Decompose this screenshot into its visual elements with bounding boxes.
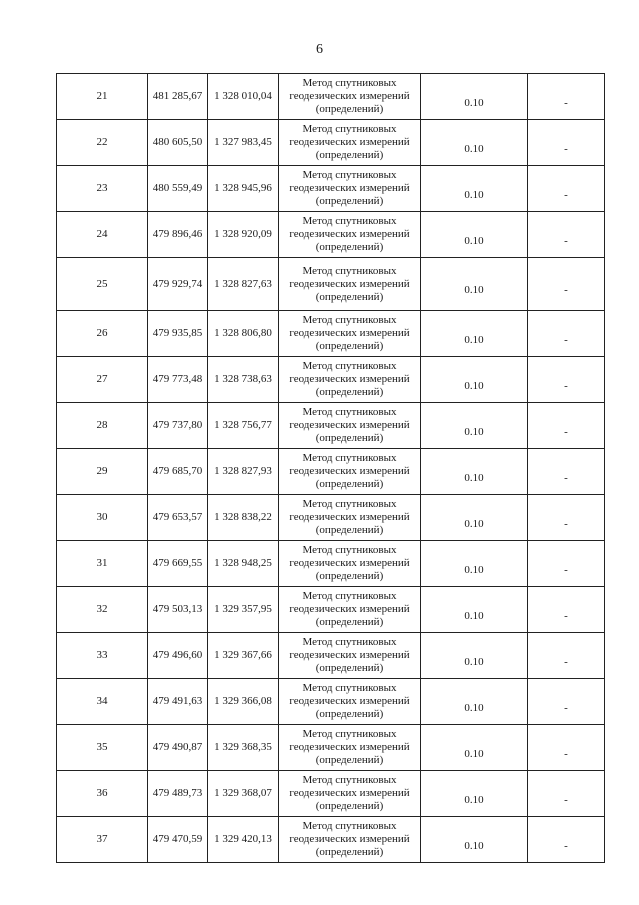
dash-value: - [564,284,568,296]
empty-value-cell [528,212,605,258]
point-number-cell: 35 [57,725,148,771]
empty-value-cell [528,74,605,120]
accuracy-cell [421,258,528,311]
dash-value: - [564,747,568,760]
coordinates-table [56,73,605,863]
accuracy-value: 0.10 [464,517,484,530]
dash-value: - [564,517,568,530]
method-cell [279,679,421,725]
method-cell [279,357,421,403]
method-cell [279,725,421,771]
y-coordinate-cell: 1 329 420,13 [208,817,279,863]
accuracy-value: 0.10 [464,425,484,438]
accuracy-value: 0.10 [464,333,484,346]
point-number-cell: 37 [57,817,148,863]
method-text-line: (определений) [315,570,384,582]
method-text-line: геодезических измерений [289,787,410,799]
dash-value: - [564,142,568,155]
method-text-line: Метод спутниковых [302,498,397,510]
method-cell [279,771,421,817]
accuracy-cell [421,541,528,587]
y-coordinate-cell: 1 329 367,66 [208,633,279,679]
y-coordinate-cell: 1 328 827,63 [208,258,279,311]
accuracy-value: 0.10 [464,142,484,155]
x-coordinate-cell: 479 896,46 [148,212,208,258]
method-text-line: Метод спутниковых [302,452,397,464]
point-number-cell: 25 [57,258,148,311]
method-cell [279,258,421,311]
x-coordinate-cell: 480 559,49 [148,166,208,212]
empty-value-cell [528,541,605,587]
method-cell [279,541,421,587]
table-row [57,311,605,357]
accuracy-cell [421,725,528,771]
accuracy-cell [421,212,528,258]
method-cell [279,587,421,633]
accuracy-cell [421,74,528,120]
method-text-line: (определений) [315,662,384,674]
x-coordinate-cell: 479 470,59 [148,817,208,863]
accuracy-cell [421,357,528,403]
x-coordinate-cell: 479 490,87 [148,725,208,771]
method-cell [279,311,421,357]
method-cell [279,166,421,212]
dash-value: - [564,471,568,484]
accuracy-value: 0.10 [464,609,484,622]
method-text-line: (определений) [315,708,384,720]
accuracy-cell [421,633,528,679]
accuracy-cell [421,587,528,633]
accuracy-cell [421,311,528,357]
table-row [57,495,605,541]
point-number-cell: 33 [57,633,148,679]
accuracy-value: 0.10 [464,839,484,852]
dash-value: - [564,839,568,852]
table-row [57,212,605,258]
dash-value: - [564,701,568,714]
table-row [57,258,605,311]
method-text-line: геодезических измерений [289,557,410,569]
x-coordinate-cell: 479 685,70 [148,449,208,495]
empty-value-cell [528,817,605,863]
accuracy-cell [421,495,528,541]
method-text-line: Метод спутниковых [302,314,397,326]
method-text-line: (определений) [315,754,384,766]
method-cell [279,633,421,679]
empty-value-cell [528,258,605,311]
method-text-line: Метод спутниковых [302,406,397,418]
method-text-line: (определений) [315,103,384,115]
method-text-line: Метод спутниковых [302,360,397,372]
method-text-line: (определений) [315,478,384,490]
method-text-line: геодезических измерений [289,327,410,339]
point-number-cell: 26 [57,311,148,357]
method-text-line: (определений) [315,340,384,352]
method-text-line: Метод спутниковых [302,728,397,740]
dash-value: - [564,655,568,668]
y-coordinate-cell: 1 329 366,08 [208,679,279,725]
accuracy-value: 0.10 [464,284,484,296]
accuracy-cell [421,166,528,212]
page-number: 6 [316,42,323,57]
table-row [57,633,605,679]
method-text-line: Метод спутниковых [302,77,397,89]
dash-value: - [564,379,568,392]
method-text-line: Метод спутниковых [302,169,397,181]
method-text-line: геодезических измерений [289,136,410,148]
method-cell [279,495,421,541]
x-coordinate-cell: 479 935,85 [148,311,208,357]
method-text-line: геодезических измерений [289,277,410,290]
method-text-line: Метод спутниковых [302,590,397,602]
method-cell [279,449,421,495]
y-coordinate-cell: 1 328 010,04 [208,74,279,120]
method-cell [279,120,421,166]
accuracy-value: 0.10 [464,379,484,392]
x-coordinate-cell: 479 503,13 [148,587,208,633]
x-coordinate-cell: 479 491,63 [148,679,208,725]
method-text-line: (определений) [315,195,384,207]
point-number-cell: 32 [57,587,148,633]
y-coordinate-cell: 1 328 920,09 [208,212,279,258]
method-text-line: Метод спутниковых [302,123,397,135]
method-text-line: геодезических измерений [289,741,410,753]
method-text-line: (определений) [315,846,384,858]
y-coordinate-cell: 1 328 838,22 [208,495,279,541]
table-row [57,541,605,587]
dash-value: - [564,333,568,346]
dash-value: - [564,188,568,201]
empty-value-cell [528,771,605,817]
table-row [57,357,605,403]
accuracy-value: 0.10 [464,188,484,201]
y-coordinate-cell: 1 328 945,96 [208,166,279,212]
table-row [57,403,605,449]
x-coordinate-cell: 479 653,57 [148,495,208,541]
method-text-line: геодезических измерений [289,90,410,102]
method-text-line: геодезических измерений [289,182,410,194]
table-row [57,679,605,725]
method-text-line: (определений) [315,800,384,812]
point-number-cell: 31 [57,541,148,587]
table-row [57,587,605,633]
dash-value: - [564,234,568,247]
empty-value-cell [528,166,605,212]
coordinates-table-body [57,74,605,863]
table-row [57,725,605,771]
table-row [57,166,605,212]
y-coordinate-cell: 1 328 948,25 [208,541,279,587]
empty-value-cell [528,120,605,166]
dash-value: - [564,793,568,806]
accuracy-cell [421,120,528,166]
method-text-line: геодезических измерений [289,373,410,385]
accuracy-cell [421,679,528,725]
accuracy-cell [421,449,528,495]
x-coordinate-cell: 480 605,50 [148,120,208,166]
y-coordinate-cell: 1 328 738,63 [208,357,279,403]
table-row [57,120,605,166]
method-text-line: Метод спутниковых [302,215,397,227]
point-number-cell: 29 [57,449,148,495]
accuracy-value: 0.10 [464,563,484,576]
empty-value-cell [528,403,605,449]
accuracy-cell [421,771,528,817]
accuracy-value: 0.10 [464,234,484,247]
accuracy-value: 0.10 [464,96,484,109]
dash-value: - [564,96,568,109]
accuracy-cell [421,403,528,449]
method-text-line: Метод спутниковых [302,682,397,694]
empty-value-cell [528,587,605,633]
method-text-line: геодезических измерений [289,695,410,707]
point-number-cell: 23 [57,166,148,212]
empty-value-cell [528,449,605,495]
y-coordinate-cell: 1 328 806,80 [208,311,279,357]
x-coordinate-cell: 479 489,73 [148,771,208,817]
x-coordinate-cell: 479 496,60 [148,633,208,679]
accuracy-value: 0.10 [464,655,484,668]
method-text-line: геодезических измерений [289,228,410,240]
table-row [57,449,605,495]
empty-value-cell [528,633,605,679]
method-text-line: Метод спутниковых [302,636,397,648]
method-text-line: (определений) [315,432,384,444]
method-text-line: геодезических измерений [289,419,410,431]
y-coordinate-cell: 1 328 756,77 [208,403,279,449]
method-text-line: Метод спутниковых [302,264,397,277]
accuracy-value: 0.10 [464,471,484,484]
y-coordinate-cell: 1 329 368,35 [208,725,279,771]
method-text-line: (определений) [315,290,384,303]
point-number-cell: 28 [57,403,148,449]
point-number-cell: 30 [57,495,148,541]
empty-value-cell [528,311,605,357]
method-text-line: (определений) [315,524,384,536]
empty-value-cell [528,679,605,725]
x-coordinate-cell: 479 929,74 [148,258,208,311]
empty-value-cell [528,357,605,403]
y-coordinate-cell: 1 329 357,95 [208,587,279,633]
method-text-line: геодезических измерений [289,649,410,661]
y-coordinate-cell: 1 328 827,93 [208,449,279,495]
method-text-line: (определений) [315,616,384,628]
point-number-cell: 27 [57,357,148,403]
accuracy-value: 0.10 [464,747,484,760]
empty-value-cell [528,725,605,771]
point-number-cell: 36 [57,771,148,817]
table-row [57,817,605,863]
accuracy-value: 0.10 [464,793,484,806]
method-cell [279,74,421,120]
point-number-cell: 34 [57,679,148,725]
method-text-line: геодезических измерений [289,603,410,615]
point-number-cell: 21 [57,74,148,120]
method-text-line: геодезических измерений [289,511,410,523]
y-coordinate-cell: 1 329 368,07 [208,771,279,817]
method-text-line: Метод спутниковых [302,820,397,832]
y-coordinate-cell: 1 327 983,45 [208,120,279,166]
accuracy-cell [421,817,528,863]
method-text-line: Метод спутниковых [302,774,397,786]
x-coordinate-cell: 479 773,48 [148,357,208,403]
table-row [57,771,605,817]
dash-value: - [564,609,568,622]
accuracy-value: 0.10 [464,701,484,714]
method-text-line: (определений) [315,386,384,398]
table-row [57,74,605,120]
point-number-cell: 24 [57,212,148,258]
method-cell [279,817,421,863]
method-text-line: геодезических измерений [289,465,410,477]
point-number-cell: 22 [57,120,148,166]
dash-value: - [564,563,568,576]
method-cell [279,403,421,449]
dash-value: - [564,425,568,438]
method-text-line: (определений) [315,149,384,161]
method-text-line: (определений) [315,241,384,253]
method-text-line: геодезических измерений [289,833,410,845]
x-coordinate-cell: 481 285,67 [148,74,208,120]
method-text-line: Метод спутниковых [302,544,397,556]
x-coordinate-cell: 479 737,80 [148,403,208,449]
x-coordinate-cell: 479 669,55 [148,541,208,587]
empty-value-cell [528,495,605,541]
method-cell [279,212,421,258]
